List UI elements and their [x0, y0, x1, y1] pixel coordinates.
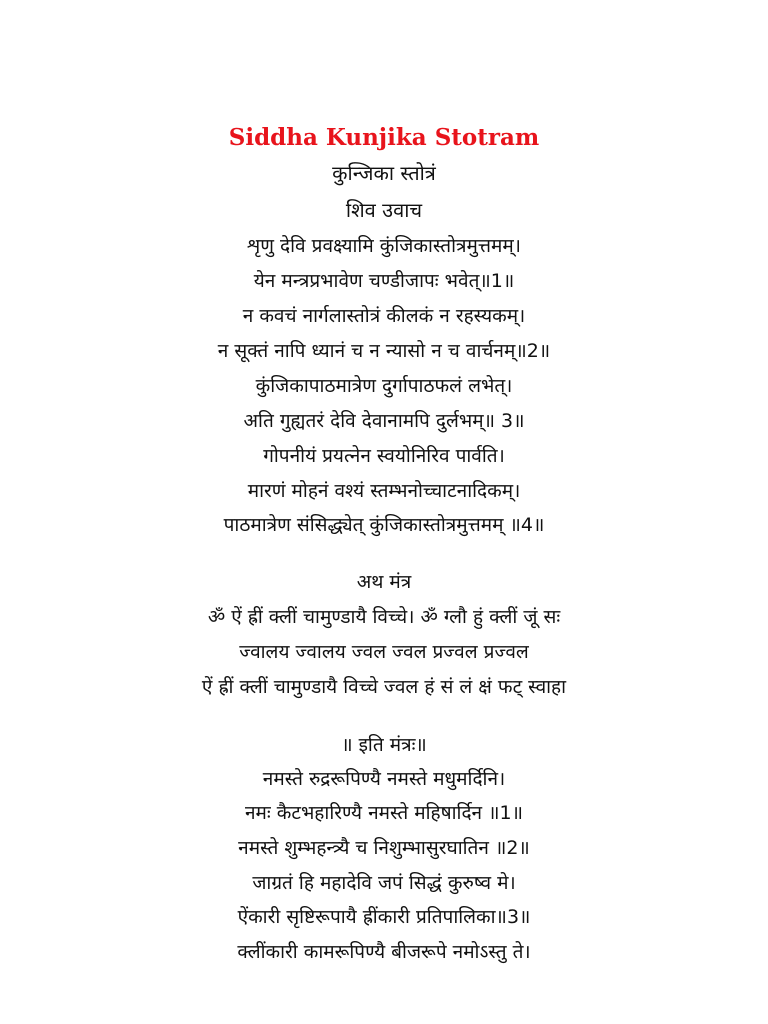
mantra-end: ॥ इति मंत्रः॥ [341, 734, 427, 756]
verse-line: कुंजिकापाठमात्रेण दुर्गापाठफलं लभेत्। [255, 375, 513, 397]
document-subtitle: कुन्जिका स्तोत्रं [332, 161, 436, 185]
closing-verse-line: नमस्ते शुम्भहन्त्र्यै च निशुम्भासुरघातिन ॥2॥ [238, 837, 530, 859]
verse-line: पाठमात्रेण संसिद्ध्येत् कुंजिकास्तोत्रमुत्तमम् ॥4॥ [223, 514, 545, 536]
closing-verse-line: जाग्रतं हि महादेवि जपं सिद्धं कुरुष्व मे। [252, 872, 516, 894]
closing-verse-line: नमः कैटभहारिण्यै नमस्ते महिषार्दिन ॥1॥ [245, 802, 523, 824]
closing-verse-line: नमस्ते रुद्ररूपिण्यै नमस्ते मधुमर्दिनि। [262, 768, 506, 790]
mantra-heading: अथ मंत्र [356, 571, 412, 593]
mantra-line: ऐं ह्रीं क्लीं चामुण्डायै विच्चे ज्वल हं सं लं क्षं फट् स्वाहा [201, 676, 567, 698]
verse-line: गोपनीयं प्रयत्नेन स्वयोनिरिव पार्वति। [263, 445, 505, 467]
mantra-line: ॐ ऐं ह्रीं क्लीं चामुण्डायै विच्चे। ॐ ग्लौ हुं क्लीं जूं सः [207, 606, 561, 628]
verse-line: न सूक्तं नापि ध्यानं च न न्यासो न च वार्चनम्॥2॥ [217, 340, 551, 362]
verse-line: अति गुह्यतरं देवि देवानामपि दुर्लभम्॥ 3॥ [243, 410, 525, 432]
document-title: Siddha Kunjika Stotram [228, 124, 540, 151]
verse-line: शृणु देवि प्रवक्ष्यामि कुंजिकास्तोत्रमुत्तमम्। [247, 235, 521, 257]
closing-verse-line: ऐंकारी सृष्टिरूपायै ह्रींकारी प्रतिपालिका॥3॥ [237, 906, 531, 928]
speaker-line: शिव उवाच [345, 198, 423, 222]
verse-line: मारणं मोहनं वश्यं स्तम्भनोच्चाटनादिकम्। [247, 480, 521, 502]
verse-line: येन मन्त्रप्रभावेण चण्डीजापः भवेत्॥1॥ [253, 270, 515, 292]
verse-line: न कवचं नार्गलास्तोत्रं कीलकं न रहस्यकम्। [242, 305, 526, 327]
closing-verse-line: क्लींकारी कामरूपिण्यै बीजरूपे नमोऽस्तु ते। [237, 941, 531, 963]
mantra-line: ज्वालय ज्वालय ज्वल ज्वल प्रज्वल प्रज्वल [239, 641, 529, 663]
